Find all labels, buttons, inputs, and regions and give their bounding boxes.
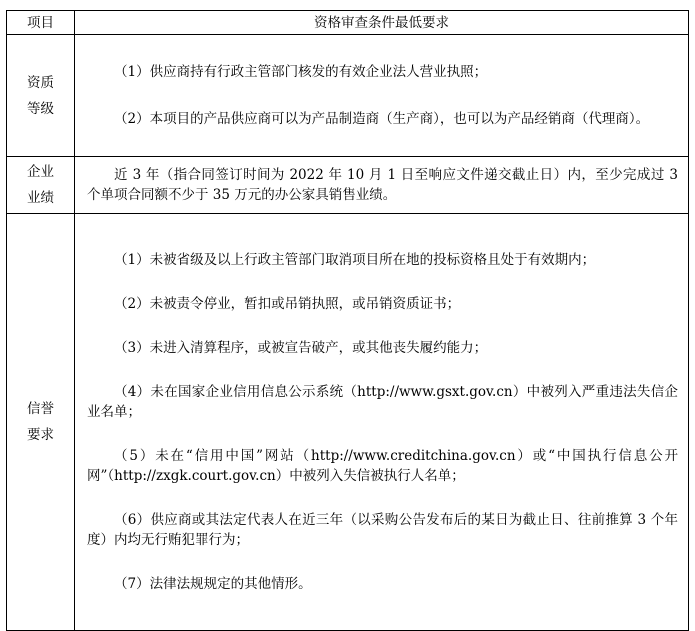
row-label-line: 等级 [27,100,54,117]
row-label-line: 资质 [27,74,54,91]
table-header-row [7,11,689,35]
requirement-item: （3）未进入清算程序，或被宣告破产，或其他丧失履约能力； [114,340,488,356]
header-requirement: 资格审查条件最低要求 [75,11,689,35]
table-row [7,157,689,214]
table-row [7,35,689,157]
row-content [75,157,689,214]
row-label-line: 业绩 [27,190,54,206]
requirement-item: （2）未被责令停业，暂扣或吊销执照，或吊销资质证书； [114,296,461,312]
row-content [75,214,689,631]
row-content [75,35,689,157]
requirement-item: （1）供应商持有行政主管部门核发的有效企业法人营业执照； [114,64,488,80]
row-label-line: 企业 [27,164,54,180]
requirement-item: （2）本项目的产品供应商可以为产品制造商（生产商），也可以为产品经销商（代理商）。 [114,111,650,127]
table-row [7,214,689,631]
row-label [7,214,75,631]
row-label [7,35,75,157]
requirement-item: （1）未被省级及以上行政主管部门取消项目所在地的投标资格且处于有效期内； [114,252,596,268]
requirement-item: （5）未在“信用中国”网站（http://www.creditchina.gov.cn）或“中国执行信息公开网”（http://zxgk.court.gov.cn）中被列入失信被执行人名单； [87,448,678,484]
qualification-table [6,10,689,631]
row-label [7,157,75,214]
row-label-line: 要求 [27,427,54,443]
header-item: 项目 [7,11,75,35]
row-label-line: 信誉 [27,401,54,417]
requirement-item: （6）供应商或其法定代表人在近三年（以采购公告发布后的某日为截止日、往前推算 3 个年度）内均无行贿犯罪行为； [87,512,678,548]
requirement-item: （4）未在国家企业信用信息公示系统（http://www.gsxt.gov.cn）中被列入严重违法失信企业名单； [87,384,678,420]
requirement-item: （7）法律法规规定的其他情形。 [114,576,312,592]
requirement-item: 近 3 年（指合同签订时间为 2022 年 10 月 1 日至响应文件递交截止日）内，至少完成过 3 个单项合同额不少于 35 万元的办公家具销售业绩。 [87,167,678,203]
